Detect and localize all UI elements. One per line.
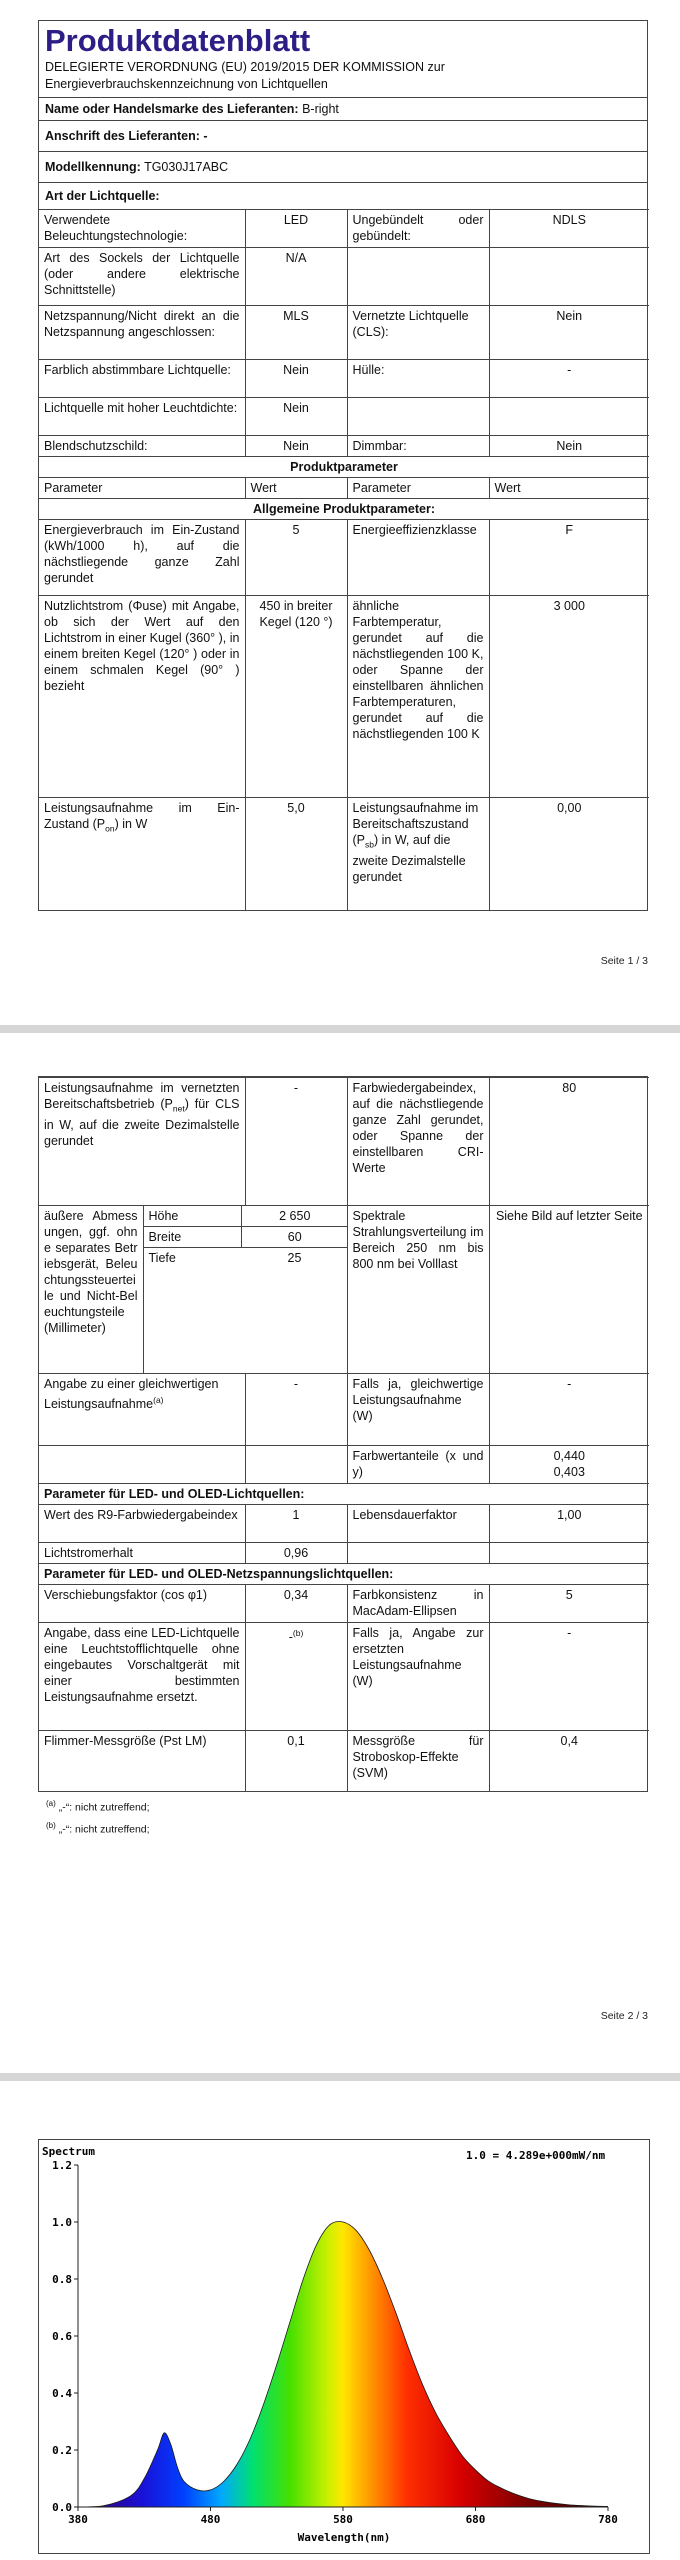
table-row: Blendschutzschild: Nein Dimmbar: Nein	[39, 436, 649, 457]
dimension-row: Breite 60	[144, 1227, 348, 1248]
page-3	[0, 2081, 680, 2560]
table-row: Farblich abstimmbare Lichtquelle: Nein Hülle: -	[39, 360, 649, 398]
supplier-label: Name oder Handelsmarke des Lieferanten:	[45, 102, 299, 116]
product-params-heading: Produktparameter	[39, 457, 649, 478]
table-row: Art des Sockels der Lichtquelle (oder andere elektrische Schnittstelle) N/A	[39, 248, 649, 306]
table-row: Verschiebungsfaktor (cos φ1) 0,34 Farbkonsistenz in MacAdam-Ellipsen 5	[39, 1585, 649, 1623]
page-2	[0, 1033, 680, 2073]
chart-annotation: 1.0 = 4.289e+000mW/nm	[466, 2149, 606, 2162]
dimension-row: Tiefe 25	[148, 1251, 302, 1265]
table-row: Lichtstromerhalt 0,96	[39, 1543, 649, 1564]
table-row: Wert des R9-Farbwiedergabeindex 1 Lebensdauerfaktor 1,00	[39, 1505, 649, 1543]
chart-title: Spectrum	[42, 2145, 95, 2158]
x-tick-label: 380	[68, 2513, 88, 2526]
footnote-a: $^{(a)}$ „-“: nicht zutreffend;	[46, 1799, 150, 1814]
address-value: -	[203, 129, 208, 143]
table-row: Lichtquelle mit hoher Leuchtdichte: Nein	[39, 398, 649, 436]
y-tick-label: 1.0	[52, 2216, 72, 2229]
y-tick-label: 1.2	[52, 2159, 72, 2172]
type-table	[39, 209, 649, 910]
page-1	[0, 0, 680, 1025]
dimensions-table	[144, 1206, 348, 1268]
table-row: Energieverbrauch im Ein-Zustand (kWh/1000 h), auf die nächstliegende ganze Zahl gerundet 5 Energieeffizienzklasse F	[39, 520, 649, 596]
table-row: Farbwertanteile (x und y) 0,440 0,403	[39, 1446, 649, 1484]
x-tick-label: 680	[465, 2513, 486, 2526]
dimension-row: Höhe 2 650	[144, 1206, 348, 1227]
params-table-2	[39, 1077, 649, 1791]
datasheet-frame-1	[38, 20, 648, 911]
x-tick-label: 780	[598, 2513, 618, 2526]
address-label: Anschrift des Lieferanten:	[45, 129, 200, 143]
table-row: Leistungsaufnahme im vernetzten Bereitschaftsbetrieb $(P_{net})$ für CLS in W, auf die zweite Dezimalstelle gerundet - Farbwiedergabeindex, auf die nächstliegende ganze Zahl gerundet, oder Spanne der einstellbaren CRI-Werte 80	[39, 1078, 649, 1206]
table-row: Angabe zu einer gleichwertigen Leistungsaufnahme$^{(a)}$ - Falls ja, gleichwertige Leistungsaufnahme (W) -	[39, 1374, 649, 1446]
spectrum-chart	[38, 2139, 650, 2554]
supplier-row	[39, 97, 647, 120]
x-tick-label: 580	[333, 2513, 353, 2526]
footnotes	[46, 1795, 150, 1838]
table-row: Leistungsaufnahme im Ein-Zustand $(P_{on})$ in W 5,0 Leistungsaufnahme im Bereitschaftszustand $(P_{sb})$ in W, auf die zweite Dezimalstelle gerundet 0,00	[39, 798, 649, 910]
model-label: Modellkennung:	[45, 160, 141, 174]
y-tick-label: 0.0	[52, 2501, 72, 2514]
mains-params-heading: Parameter für LED- und OLED-Netzspannungslichtquellen:	[39, 1564, 649, 1585]
table-row: Verwendete Beleuchtungstechnologie: LED Ungebündelt oder gebündelt: NDLS	[39, 210, 649, 248]
led-params-heading: Parameter für LED- und OLED-Lichtquellen:	[39, 1484, 649, 1505]
spectrum-svg	[38, 2139, 650, 2554]
table-row: Netzspannung/Nicht direkt an die Netzspannung angeschlossen: MLS Vernetzte Lichtquelle (CLS): Nein	[39, 306, 649, 360]
page-number: Seite 2 / 3	[600, 2010, 648, 2022]
address-row	[39, 120, 647, 151]
regulation-subtitle: DELEGIERTE VERORDNUNG (EU) 2019/2015 DER KOMMISSION zur Energieverbrauchskennzeichnung von Lichtquellen	[45, 60, 445, 91]
footnote-b: $^{(b)}$ „-“: nicht zutreffend;	[46, 1820, 150, 1835]
page-separator	[0, 2073, 680, 2081]
general-params-heading: Allgemeine Produktparameter:	[39, 499, 649, 520]
table-row: Angabe, dass eine LED-Lichtquelle eine Leuchtstofflichtquelle ohne eingebautes Vorschaltgerät mit einer bestimmten Leistungsaufnahme ersetzt. -$^{(b)}$ Falls ja, Angabe zur ersetzten Leistungsaufnahme (W) -	[39, 1623, 649, 1731]
supplier-value: B-right	[302, 102, 339, 116]
y-tick-label: 0.4	[52, 2387, 72, 2400]
model-row	[39, 151, 647, 182]
lightsource-type-heading: Art der Lichtquelle:	[39, 182, 647, 209]
y-tick-label: 0.2	[52, 2444, 72, 2457]
x-axis-label: Wavelength(nm)	[297, 2531, 391, 2544]
table-row: Flimmer-Messgröße (Pst LM) 0,1 Messgröße für Stroboskop-Effekte (SVM) 0,4	[39, 1731, 649, 1791]
table-row: äußere Abmessungen, ggf. ohne separates Betriebsgerät, Beleuchtungssteuerteile und Nicht-Beleuchtungsteile (Millimeter) Höhe 2 650 Breite 60 Tiefe 25 Spektrale Strahlungsverteilung im Bereich 250 nm bis 800 nm bei Volllast Siehe Bild auf letzter Seite	[39, 1206, 649, 1374]
model-value: TG030J17ABC	[144, 160, 229, 174]
y-tick-label: 0.6	[52, 2330, 72, 2343]
page-separator	[0, 1025, 680, 1033]
page-title: Produktdatenblatt	[45, 23, 311, 58]
column-header-row: Parameter Wert Parameter Wert	[39, 478, 649, 499]
page-number: Seite 1 / 3	[600, 955, 648, 967]
table-row: Nutzlichtstrom (Φuse) mit Angabe, ob sich der Wert auf den Lichtstrom in einer Kugel (360° ), in einem breiten Kegel (120° ) oder in einem schmalen Kegel (90° ) bezieht 450 in breiter Kegel (120 °) ähnliche Farbtemperatur, gerundet auf die nächstliegenden 100 K, oder Spanne der einstellbaren ähnlichen Farbtemperaturen, gerundet auf die nächstliegenden 100 K 3 000	[39, 596, 649, 798]
datasheet-frame-2	[38, 1076, 648, 1792]
x-tick-label: 480	[200, 2513, 221, 2526]
y-tick-label: 0.8	[52, 2273, 72, 2286]
